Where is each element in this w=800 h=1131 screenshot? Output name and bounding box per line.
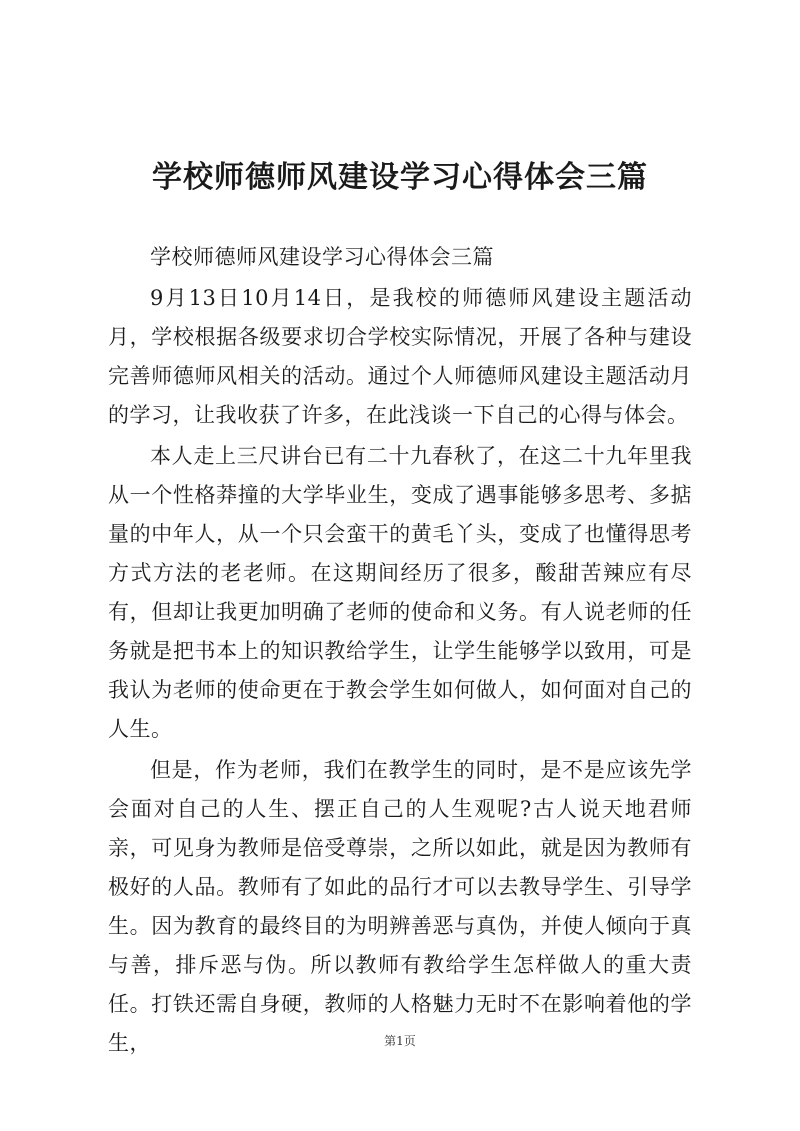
paragraph-experience: 本人走上三尺讲台已有二十九春秋了，在这二十九年里我从一个性格莽撞的大学毕业生，变成了遇事能够多思考、多掂量的中年人，从一个只会蛮干的黄毛丫头，变成了也懂得思考方式方法的老老师。在这期间经历了很多，酸甜苦辣应有尽有，但却让我更加明确了老师的使命和义务。有人说老师的任务就是把书本上的知识教给学生，让学生能够学以致用，可是我认为老师的使命更在于教会学生如何做人，如何面对自己的人生。 bbox=[108, 444, 692, 741]
page-number: 第1页 bbox=[384, 1034, 416, 1048]
document-title: 学校师德师风建设学习心得体会三篇 bbox=[152, 160, 648, 195]
paragraph-subtitle: 学校师德师风建设学习心得体会三篇 bbox=[150, 245, 494, 269]
paragraph-teacher-role: 但是，作为老师，我们在教学生的同时，是不是应该先学会面对自己的人生、摆正自己的人生观呢?古人说天地君师亲，可见身为教师是倍受尊崇，之所以如此，就是因为教师有极好的人品。教师有了如此的品行才可以去教导学生、引导学生。因为教育的最终目的为明辨善恶与真伪，并使人倾向于真与善，排斥恶与伪。所以教师有教给学生怎样做人的重大责任。打铁还需自身硬，教师的人格魅力无时不在影响着他的学生， bbox=[108, 758, 692, 1055]
paragraph-intro: 9月13日10月14日，是我校的师德师风建设主题活动月，学校根据各级要求切合学校实际情况，开展了各种与建设完善师德师风相关的活动。通过个人师德师风建设主题活动月的学习，让我收获了许多，在此浅谈一下自己的心得与体会。 bbox=[108, 286, 692, 427]
document-body bbox=[108, 238, 692, 1063]
